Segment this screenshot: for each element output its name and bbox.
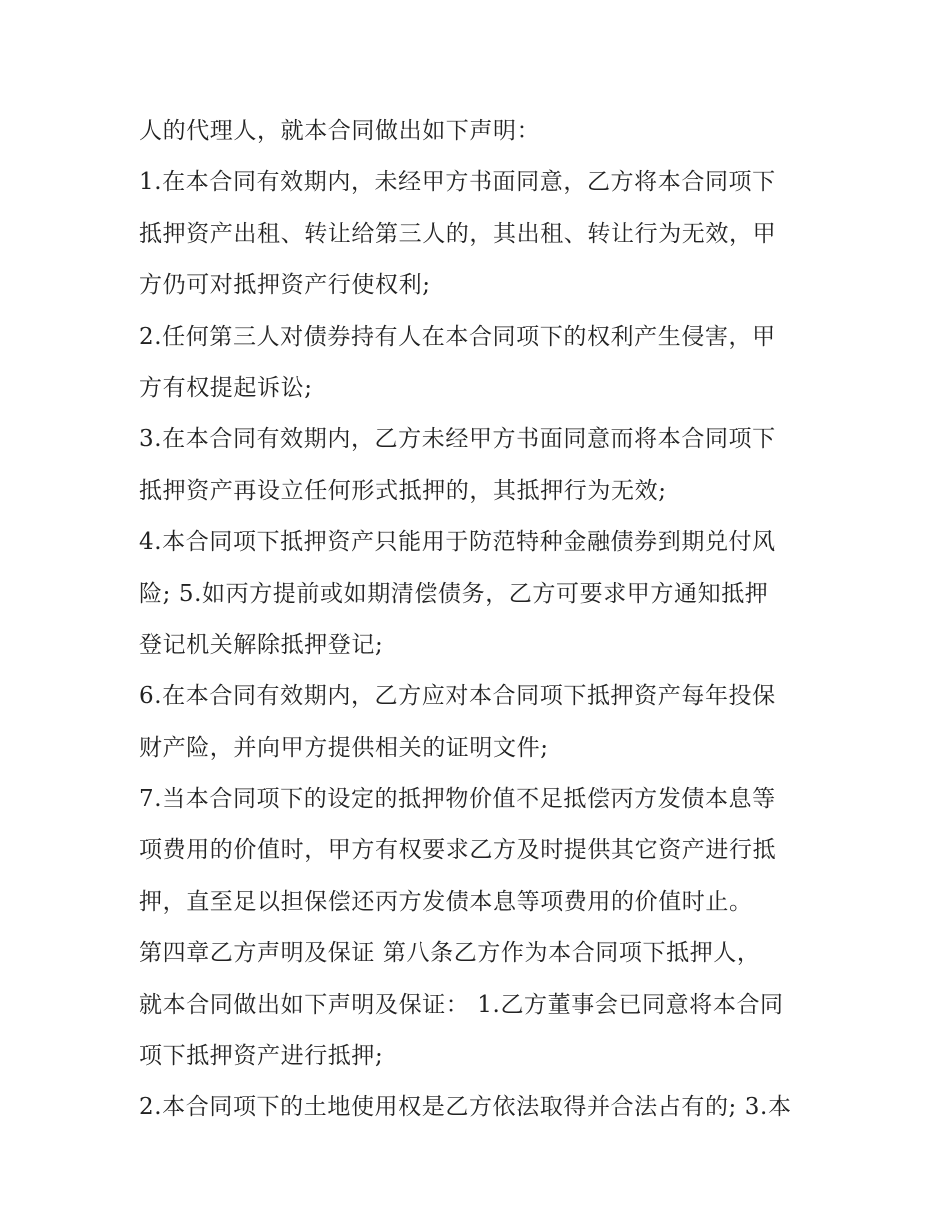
text-line-15: 项费用的价值时，甲方有权要求乙方及时提供其它资产进行抵 [139, 837, 777, 864]
text-line-8: 抵押资产再设立任何形式抵押的，其抵押行为无效; [139, 477, 667, 504]
text-line-5: 2.任何第三人对债券持有人在本合同项下的权利产生侵害，甲 [139, 323, 776, 350]
text-line-14: 7.当本合同项下的设定的抵押物价值不足抵偿丙方发债本息等 [139, 786, 776, 813]
text-line-20: 2.本合同项下的土地使用权是乙方依法取得并合法占有的; 3.本 [139, 1094, 792, 1121]
text-line-9: 4.本合同项下抵押资产只能用于防范特种金融债券到期兑付风 [139, 529, 776, 556]
text-line-19: 项下抵押资产进行抵押; [139, 1043, 384, 1070]
document-body [139, 106, 819, 1134]
text-line-1: 人的代理人，就本合同做出如下声明： [139, 118, 541, 144]
text-line-18: 就本合同做出如下声明及保证： 1.乙方董事会已同意将本合同 [139, 991, 784, 1018]
text-line-3: 抵押资产出租、转让给第三人的，其出租、转让行为无效，甲 [139, 220, 777, 247]
text-line-6: 方有权提起诉讼; [139, 374, 313, 401]
text-line-16: 押，直至足以担保偿还丙方发债本息等项费用的价值时止。 [139, 888, 753, 915]
text-line-2: 1.在本合同有效期内，未经甲方书面同意，乙方将本合同项下 [139, 169, 776, 196]
text-line-10: 险; 5.如丙方提前或如期清偿债务，乙方可要求甲方通知抵押 [139, 580, 769, 607]
text-line-7: 3.在本合同有效期内，乙方未经甲方书面同意而将本合同项下 [139, 426, 776, 453]
text-line-13: 财产险，并向甲方提供相关的证明文件; [139, 734, 549, 761]
text-line-4: 方仍可对抵押资产行使权利; [139, 272, 431, 299]
text-line-17: 第四章乙方声明及保证 第八条乙方作为本合同项下抵押人， [139, 940, 761, 967]
text-line-12: 6.在本合同有效期内，乙方应对本合同项下抵押资产每年投保 [139, 683, 776, 710]
text-line-11: 登记机关解除抵押登记; [139, 631, 384, 658]
